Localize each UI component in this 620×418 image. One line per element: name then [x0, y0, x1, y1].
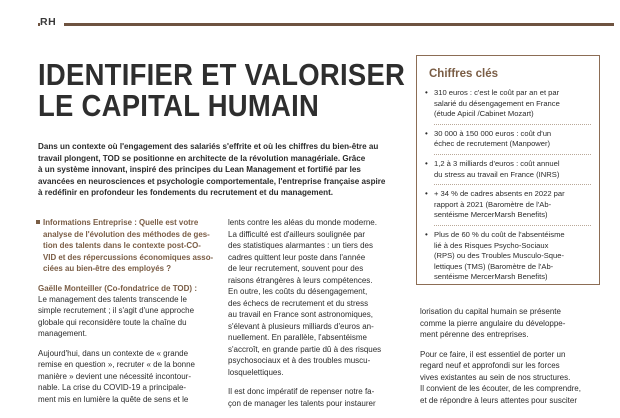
text-line: nable. La crise du COVID-19 a principale- — [38, 383, 187, 392]
text-line: • 30 000 à 150 000 euros : coût d'un — [434, 128, 552, 138]
text-line: Aujourd'hui, dans un contexte de « grande — [38, 348, 189, 358]
text-line: échec de recrutement (Manpower) — [434, 139, 551, 149]
lead-line: Dans un contexte où l'engagement des salariés s'effrite et où les chiffres du bien-être au — [38, 142, 379, 151]
lead-line: avancées en neurosciences et psychologie comportementale, l'entreprise française aspire — [38, 176, 386, 186]
question-line: VID et des répercussions économiques asso- — [43, 252, 214, 262]
text-line: psychosociaux et à des troubles muscu- — [228, 356, 371, 365]
text-line: au travail en France sont astronomiques, — [228, 310, 373, 319]
text-line: • + 34 % de cadres absents en 2022 par — [434, 189, 565, 199]
text-line: sentéisme MercerMarsh Benefits) — [434, 272, 548, 282]
paragraph — [228, 386, 406, 409]
text-line: vives existantes au sein de nos structures. — [420, 372, 571, 382]
section-label: RH — [40, 16, 64, 28]
lead-line: à un système innovant, inspiré des principes du Lean Management et fortifié par les — [38, 165, 361, 175]
text-line: (étude Apicil /Cabinet Mozart) — [434, 109, 534, 119]
text-line: lettiques (TMS) (Baromètre de l'Ab- — [434, 261, 554, 271]
column-1 — [38, 217, 216, 413]
text-line: Il convient de les écouter, de les comprendre, — [420, 384, 581, 393]
text-line: nuellement. En parallèle, l'absentéisme — [228, 333, 367, 342]
text-line: ment pérenne des entreprises. — [420, 330, 529, 339]
text-line: • 310 euros : c'est le coût par an et par — [434, 88, 560, 97]
title-line: LE CAPITAL HUMAIN — [38, 89, 320, 123]
text-line: Il est donc impératif de repenser notre fa- — [228, 387, 375, 396]
text-line: globale qui reconsidère toute la chaîne du — [38, 317, 187, 327]
question-line: ciées au bien-être des employés ? — [43, 264, 172, 273]
text-line: En outre, les coûts du désengagement, — [228, 287, 368, 296]
text-line: comme la pierre angulaire du développe- — [420, 318, 566, 328]
text-line: ment mis en lumière la quête de sens et le — [38, 394, 189, 404]
title-line: IDENTIFIER ET VALORISER — [38, 58, 406, 92]
key-figure-item — [425, 159, 591, 180]
key-figure-item — [425, 230, 591, 283]
dotted-separator — [434, 124, 591, 125]
question-line: analyse de l'évolution des méthodes de ges- — [43, 229, 210, 239]
text-line: çon de manager les talents pour instaurer — [228, 398, 376, 408]
interview-author: Gaëlle Monteiller (Co-fondatrice de TOD) : — [38, 283, 197, 293]
text-line: • Plus de 60 % du coût de l'absentéisme — [434, 229, 565, 239]
text-line: lorisation du capital humain se présente — [420, 307, 561, 316]
text-line: lents contre les aléas du monde moderne. — [228, 218, 377, 227]
text-line: remise en question », recruter « de la bonne — [38, 360, 195, 369]
paragraph — [420, 349, 600, 407]
text-line: Le management des talents transcende le — [38, 294, 187, 304]
text-line: regard neuf et approfondi sur les forces — [420, 361, 560, 370]
paragraph — [228, 217, 406, 378]
key-figures-box — [416, 55, 600, 285]
column-3 — [420, 306, 600, 414]
text-line: des statistiques alarmantes : un tiers des — [228, 241, 373, 250]
text-line: lié à des Risques Psycho-Sociaux — [434, 240, 549, 250]
key-figure-item — [425, 189, 591, 221]
section-rule — [38, 23, 614, 26]
text-line: de leur recrutement, souvent pour des — [228, 264, 364, 273]
text-line: s'accroît, en grande partie dû à des risques — [228, 344, 382, 354]
text-line: cadres quittent leur poste dans l'année — [228, 252, 366, 262]
text-line: manière » devient une nécessité incontour- — [38, 371, 191, 381]
paragraph — [38, 294, 216, 340]
text-line: sentéisme MercerMarsh Benefits) — [434, 210, 548, 220]
text-line: (RPS) ou des Troubles Musculo-Sque- — [434, 251, 564, 261]
question-line: tion des talents dans le contexte post-CO- — [43, 241, 201, 250]
text-line: s'élevant à plusieurs milliards d'euros an- — [228, 321, 374, 331]
text-line: losquelettiques. — [228, 367, 284, 377]
interview-question — [38, 217, 216, 275]
dotted-separator — [434, 225, 591, 226]
text-line: et de répondre à leurs attentes pour susciter — [420, 395, 577, 405]
question-line: Informations Entreprise : Quelle est votre — [43, 218, 199, 227]
section-header — [38, 16, 614, 32]
paragraph — [38, 348, 216, 406]
text-line: des échecs de recrutement et du stress — [228, 298, 369, 308]
text-line: salarié du désengagement en France — [434, 98, 560, 108]
text-line: simple recrutement ; il s'agit d'une approche — [38, 306, 195, 315]
dotted-separator — [434, 184, 591, 185]
text-line: • 1,2 à 3 milliards d'euros : coût annuel — [434, 158, 560, 168]
lead-line: travail plongent, TOD se positionne en architecte de la révolution managériale. Grâce — [38, 153, 366, 163]
column-2 — [228, 217, 406, 417]
text-line: management. — [38, 329, 87, 338]
dotted-separator — [434, 154, 591, 155]
text-line: rapport à 2021 (Baromètre de l'Ab- — [434, 199, 552, 209]
article-title — [38, 58, 406, 123]
text-line: du stress au travail en France (INRS) — [434, 169, 560, 179]
key-figure-item — [425, 88, 591, 120]
text-line: La difficulté est d'ailleurs soulignée par — [228, 229, 366, 239]
text-line: Pour ce faire, il est essentiel de porter un — [420, 349, 566, 359]
lead-line: à redéfinir en profondeur les fondements du recrutement et du management. — [38, 188, 334, 198]
paragraph — [420, 306, 600, 341]
key-figures-title: Chiffres clés — [429, 68, 499, 80]
key-figure-item — [425, 129, 591, 150]
text-line: raisons étrangères à leurs compétences. — [228, 275, 373, 285]
article-lead — [38, 141, 408, 199]
